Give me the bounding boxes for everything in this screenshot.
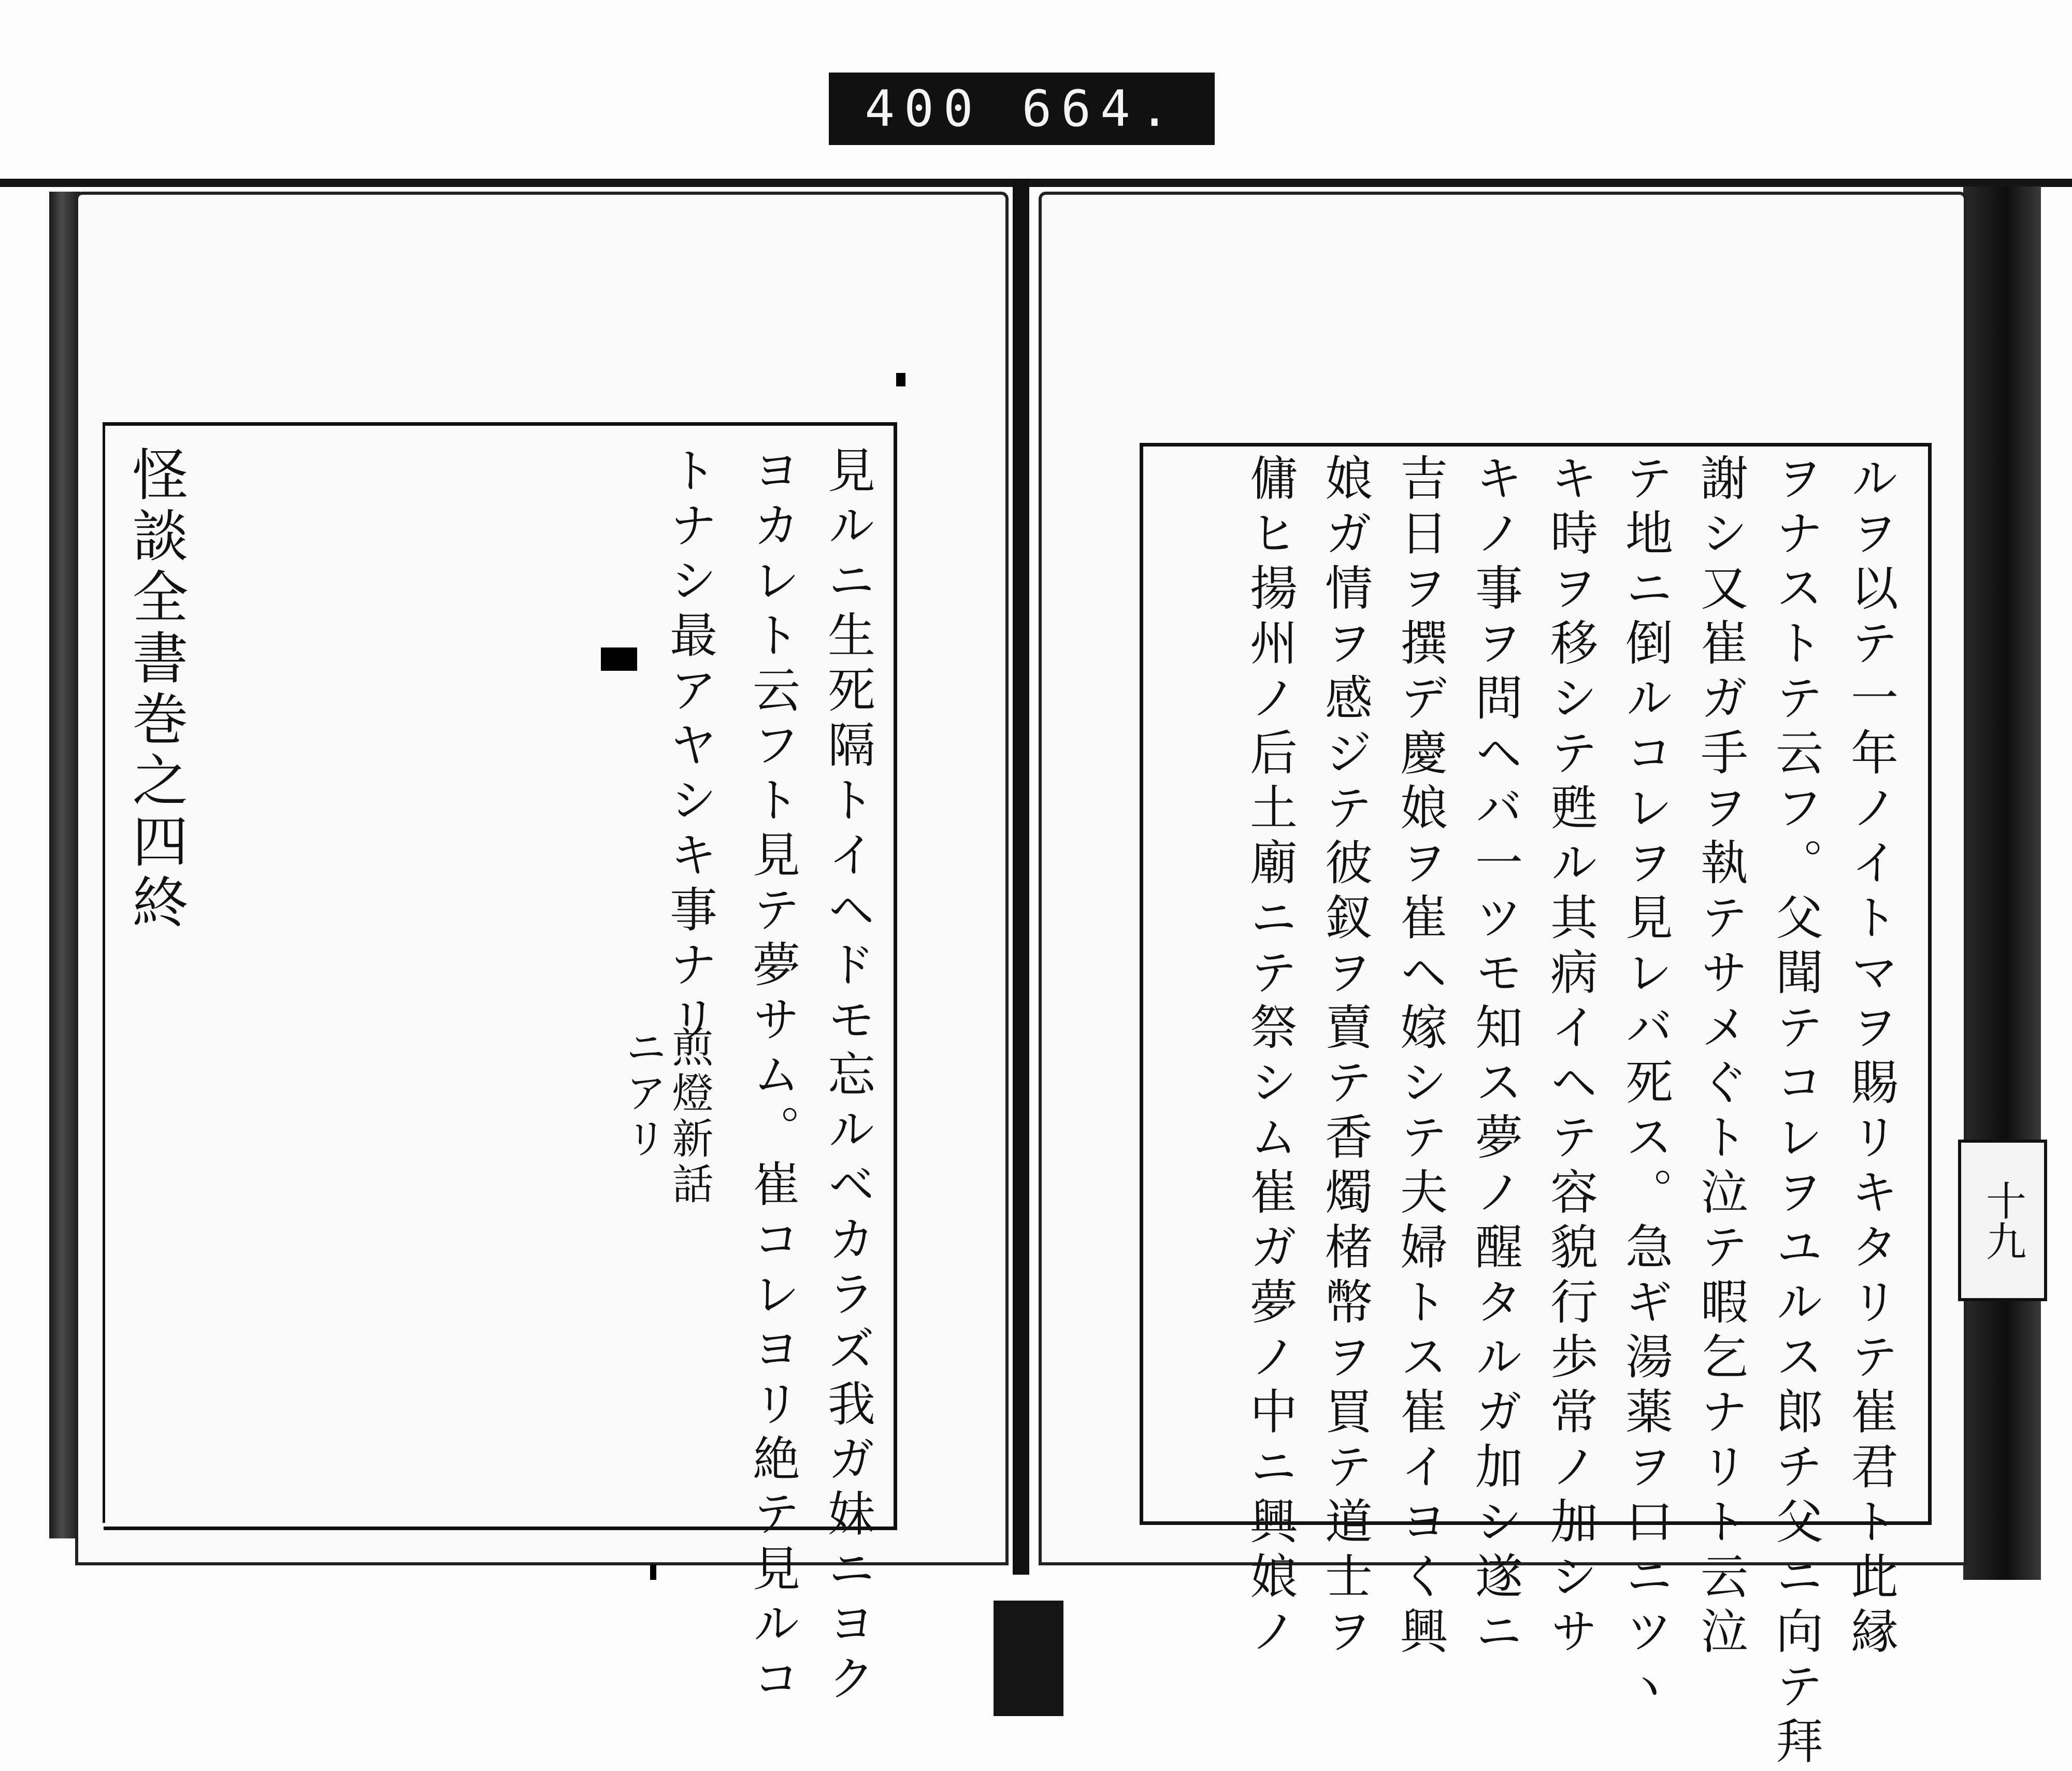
right-col-8: 娘ガ情ヲ感ジテ彼釵ヲ賣テ香燭楮幣ヲ買テ道士ヲ: [1317, 453, 1373, 1661]
left-col-2: ヨカレト云フト見テ夢サム。崔コレヨリ絶テ見ルコ: [745, 445, 800, 1708]
right-col-7: 吉日ヲ撰デ慶娘ヲ崔ヘ嫁シテ夫婦トス崔イヨく興: [1392, 453, 1448, 1661]
catalog-number: 400 664.: [865, 80, 1179, 138]
right-col-2: ヲナストテ云フ。父聞テコレヲユルス郎チ父ニ向テ拜: [1768, 453, 1823, 1771]
source-note-suffix: ニアリ: [618, 1026, 667, 1162]
page-number-tab: [1958, 1140, 2047, 1301]
spine-foot-block: [994, 1601, 1063, 1716]
ink-speck: [896, 373, 905, 386]
right-col-9: 傭ヒ揚州ノ后土廟ニテ祭シム崔ガ夢ノ中ニ興娘ノ: [1242, 453, 1298, 1661]
right-col-6: キノ事ヲ問ヘバ一ツモ知ス夢ノ醒タルガ加シ遂ニ: [1467, 453, 1523, 1661]
page-number: 十九: [1979, 1180, 2026, 1261]
ink-speck: [650, 1564, 656, 1580]
book-spine: [1013, 179, 1029, 1575]
right-col-4: テ地ニ倒ルコレヲ見レバ死ス。急ギ湯薬ヲ口ニツヽ: [1618, 453, 1673, 1716]
volume-end-title: 怪談全書巻之四終: [123, 445, 188, 934]
left-col-1: 見ルニ生死隔トイヘドモ忘ルベカラズ我ガ妹ニヨク: [820, 445, 875, 1708]
left-inner-rule: [103, 422, 105, 1523]
right-book-edge: [1963, 186, 2041, 1580]
source-note: 煎燈新話: [665, 1026, 713, 1208]
ink-blot: [601, 647, 637, 671]
right-col-5: キ時ヲ移シテ甦ル其病イヘテ容貌行歩常ノ加シサ: [1543, 453, 1598, 1661]
right-col-3: 謝シ又崔ガ手ヲ執テサメぐト泣テ暇乞ナリト云泣: [1693, 453, 1748, 1661]
catalog-number-plate: [829, 73, 1215, 145]
top-scan-border: [0, 179, 2072, 187]
left-col-3: トナシ最アヤシキ事ナリ: [662, 445, 717, 1049]
right-col-1: ルヲ以テ一年ノイトマヲ賜リキタリテ崔君ト此縁: [1843, 453, 1898, 1661]
